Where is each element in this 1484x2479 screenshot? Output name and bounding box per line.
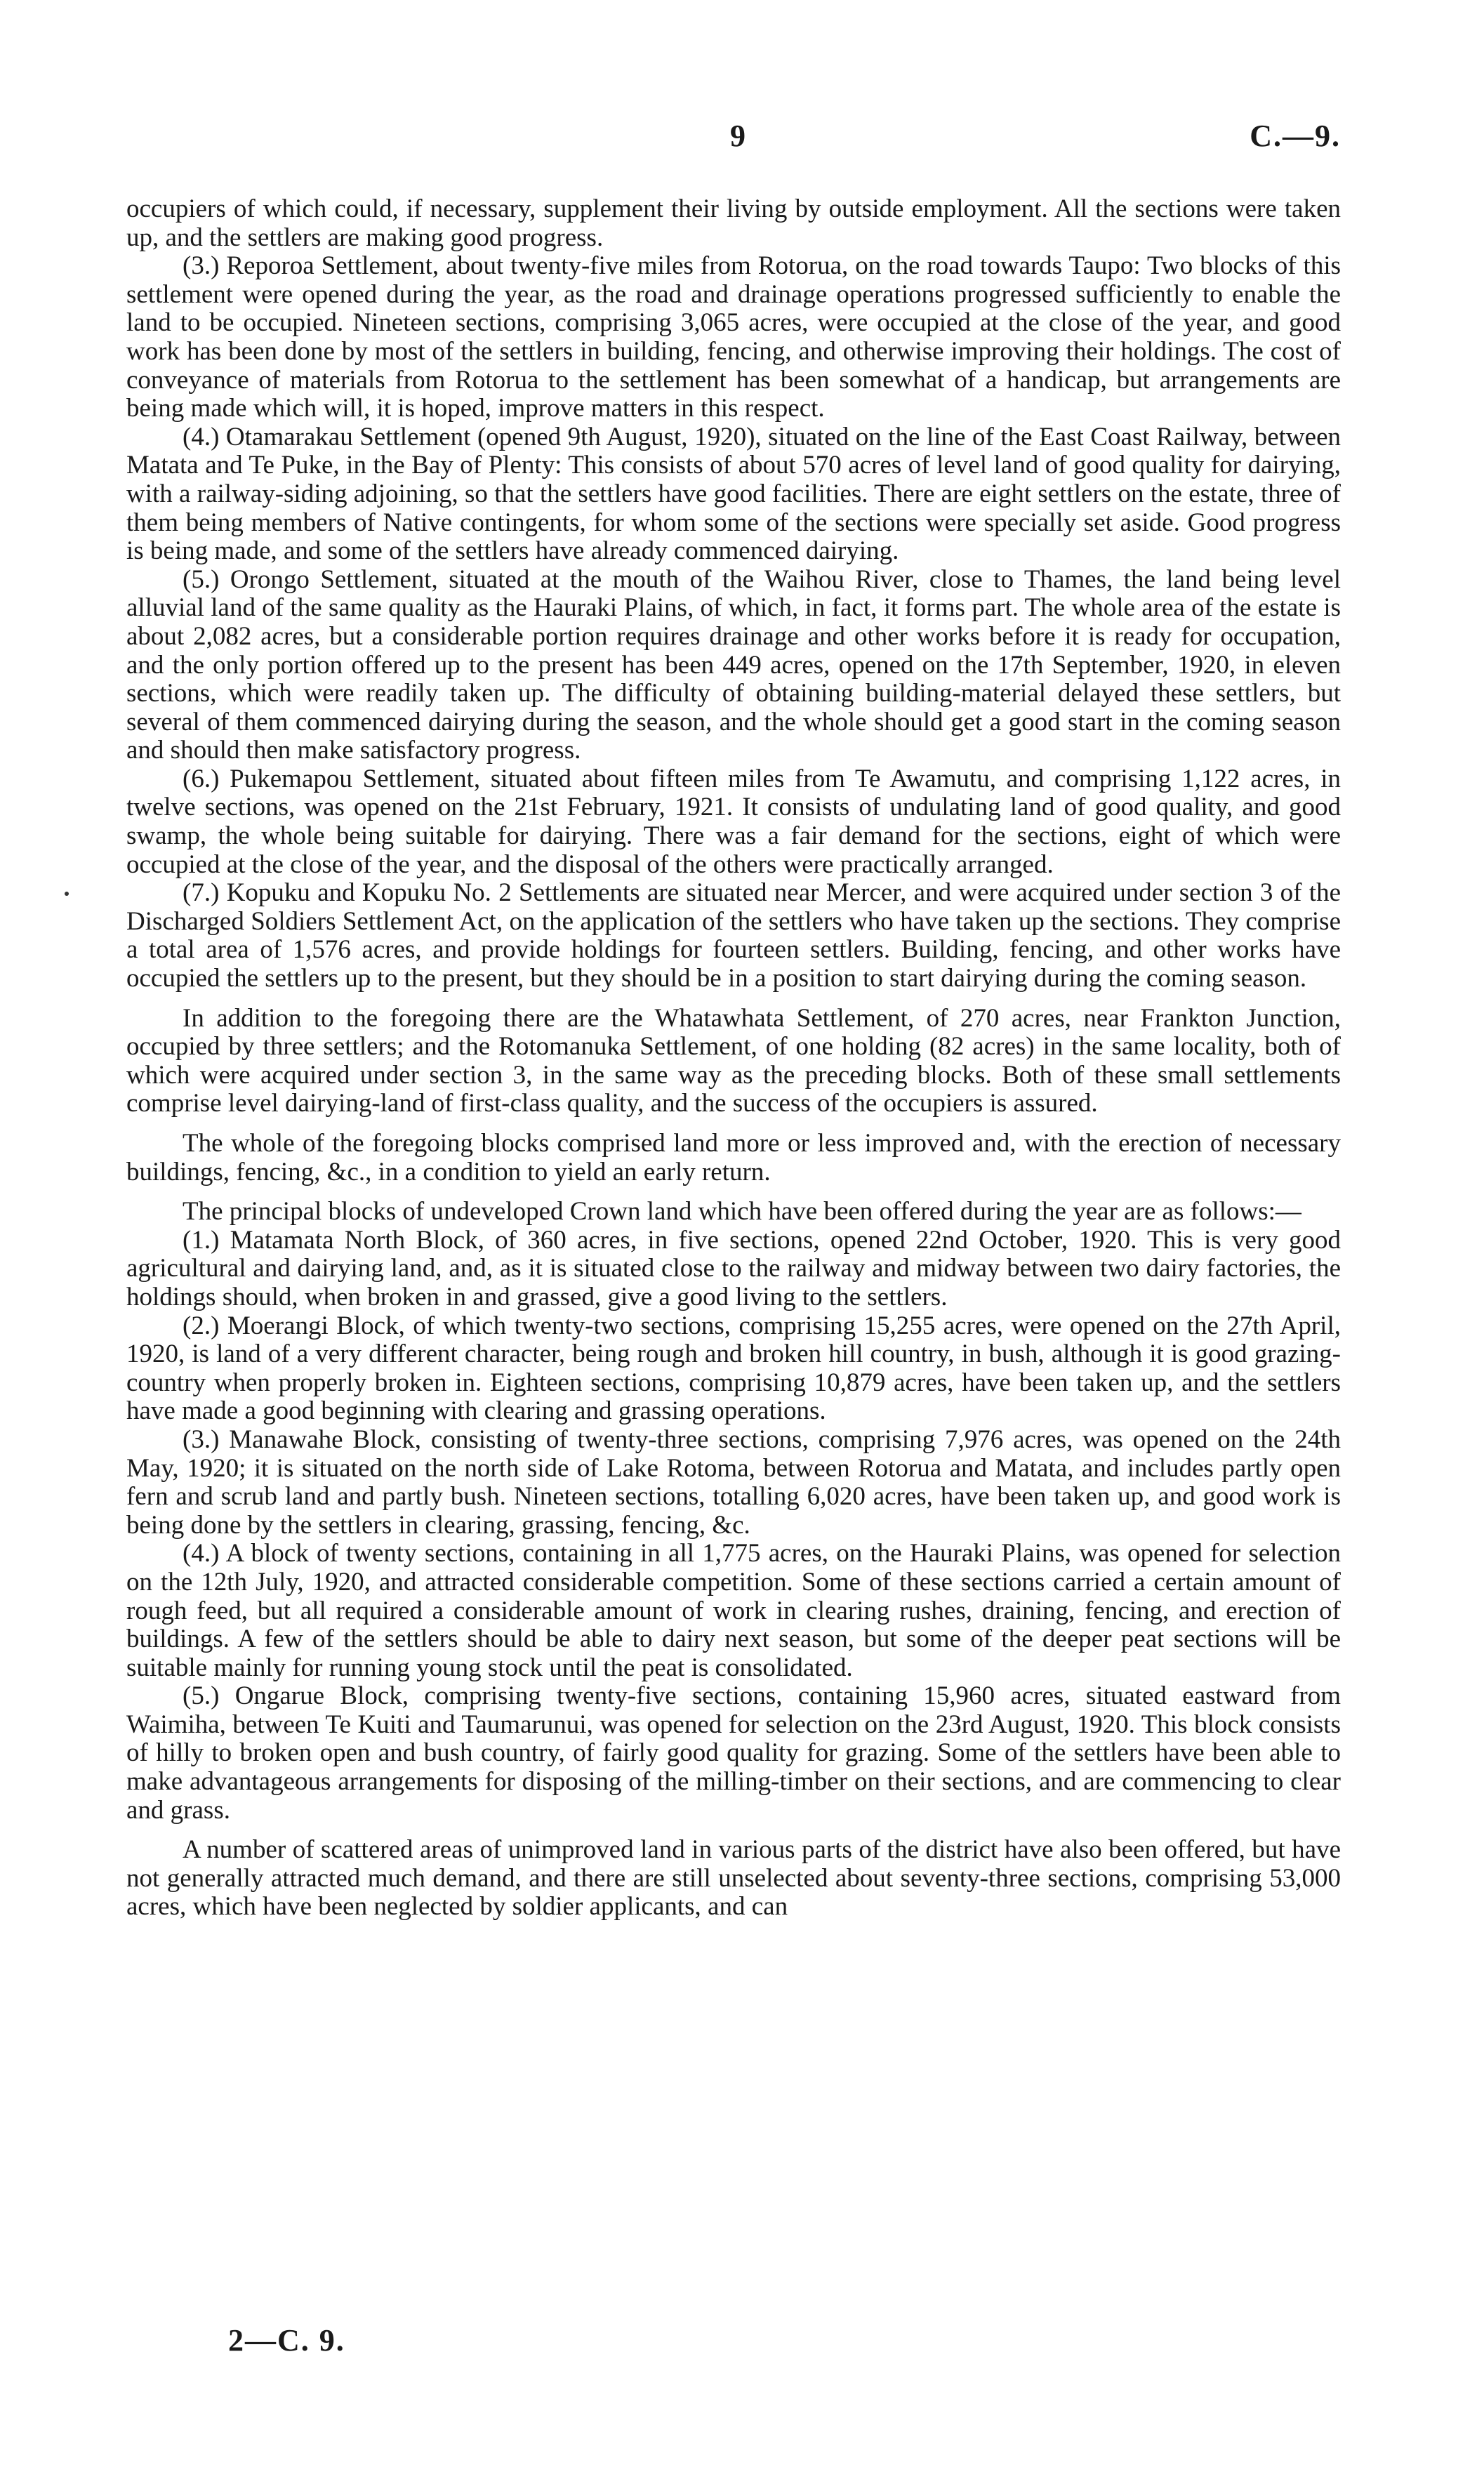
- paragraph-moerangi-block: (2.) Moerangi Block, of which twenty-two sections, comprising 15,255 acres, were opened on the 27th April, 1920, is land of a very different character, being rough and broken hill country, in bush, although it is good grazing-country when properly broken in. Eighteen sections, comprising 10,879 acres, have been taken up, and the settlers have made a good beginning with clearing and grassing operations.: [126, 1311, 1341, 1426]
- paragraph-orongo-settlement: (5.) Orongo Settlement, situated at the mouth of the Waihou River, close to Thames, the land being level alluvial land of the same quality as the Hauraki Plains, of which, in fact, it forms part. The whole area of the estate is about 2,082 acres, but a considerable portion requires drainage and other works before it is ready for occupation, and the only portion offered up to the present has been 449 acres, opened on the 17th September, 1920, in eleven sections, which were readily taken up. The difficulty of obtaining building-material delayed these settlers, but several of them commenced dairying during the season, and the whole should get a good start in the coming season and should then make satisfactory progress.: [126, 564, 1341, 765]
- paragraph-continuation: occupiers of which could, if necessary, supplement their living by outside employment. All the sections were taken up, and the settlers are making good progress.: [126, 194, 1341, 252]
- document-reference: C.—9.: [1250, 119, 1341, 153]
- paragraph-otamarakau-settlement: (4.) Otamarakau Settlement (opened 9th August, 1920), situated on the line of the East Coast Railway, between Matata and Te Puke, in the Bay of Plenty: This consists of about 570 acres of level land of good quality for dairying, with a railway-siding adjoining, so that the settlers have good facilities. There are eight settlers on the estate, three of them being members of Native contingents, for whom some of the sections were specially set aside. Good progress is being made, and some of the settlers have already commenced dairying.: [126, 422, 1341, 566]
- footer-signature: 2—C. 9.: [228, 2323, 345, 2358]
- paragraph-pukemapou-settlement: (6.) Pukemapou Settlement, situated about fifteen miles from Te Awamutu, and comprising 1,122 acres, in twelve sections, was opened on the 21st February, 1921. It consists of undulating land of good quality, and good swamp, the whole being suitable for dairying. There was a fair demand for the sections, eight of which were occupied at the close of the year, and the disposal of the others were practically arranged.: [126, 764, 1341, 879]
- paragraph-hauraki-plains-block: (4.) A block of twenty sections, containing in all 1,775 acres, on the Hauraki Plains, was opened for selection on the 12th July, 1920, and attracted considerable competition. Some of these sections carried a certain amount of rough feed, but all required a considerable amount of work in clearing rushes, draining, fencing, and erection of buildings. A few of the settlers should be able to dairy next season, but some of the deeper peat sections will be suitable mainly for running young stock until the peat is consolidated.: [126, 1539, 1341, 1682]
- paragraph-principal-blocks-intro: The principal blocks of undeveloped Crown land which have been offered during the year are as follows:—: [183, 1197, 1301, 1227]
- margin-mark: [65, 892, 69, 896]
- page-number: 9: [730, 119, 746, 153]
- paragraph-manawahe-block: (3.) Manawahe Block, consisting of twenty-three sections, comprising 7,976 acres, was opened on the 24th May, 1920; it is situated on the north side of Lake Rotoma, between Rotorua and Matata, and includes partly open fern and scrub land and partly bush. Nineteen sections, totalling 6,020 acres, have been taken up, and good work is being done by the settlers in clearing, grassing, fencing, &c.: [126, 1424, 1341, 1540]
- paragraph-ongarue-block: (5.) Ongarue Block, comprising twenty-five sections, containing 15,960 acres, situated eastward from Waimiha, between Te Kuiti and Taumarunui, was opened for selection on the 23rd August, 1920. This block consists of hilly to broken open and bush country, of fairly good quality for grazing. Some of the settlers have been able to make advantageous arrangements for disposing of the milling-timber on their sections, and are commencing to clear and grass.: [126, 1681, 1341, 1825]
- paragraph-kopuku-settlements: (7.) Kopuku and Kopuku No. 2 Settlements are situated near Mercer, and were acquired under section 3 of the Discharged Soldiers Settlement Act, on the application of the settlers who have taken up the sections. They comprise a total area of 1,576 acres, and provide holdings for fourteen settlers. Building, fencing, and other works have occupied the settlers up to the present, but they should be in a position to start dairying during the coming season.: [126, 878, 1341, 993]
- paragraph-matamata-north-block: (1.) Matamata North Block, of 360 acres, in five sections, opened 22nd October, 1920. This is very good agricultural and dairying land, and, as it is situated close to the railway and midway between two dairy factories, the holdings should, when broken in and grassed, give a good living to the settlers.: [126, 1225, 1341, 1311]
- page-header: [126, 118, 1341, 167]
- paragraph-whatawhata-rotomanuka: In addition to the foregoing there are the Whatawhata Settlement, of 270 acres, near Frankton Junction, occupied by three settlers; and the Rotomanuka Settlement, of one holding (82 acres) in the same locality, both of which were acquired under section 3, in the same way as the preceding blocks. Both of these small settlements comprise level dairying-land of first-class quality, and the success of the occupiers is assured.: [126, 1003, 1341, 1118]
- body-text: [126, 195, 1341, 1922]
- paragraph-reporoa-settlement: (3.) Reporoa Settlement, about twenty-five miles from Rotorua, on the road towards Taupo: Two blocks of this settlement were opened during the year, as the road and drainage operations progressed sufficiently to enable the land to be occupied. Nineteen sections, comprising 3,065 acres, were occupied at the close of the year, and good work has been done by most of the settlers in building, fencing, and otherwise improving their holdings. The cost of conveyance of materials from Rotorua to the settlement has been somewhat of a handicap, but arrangements are being made which will, it is hoped, improve matters in this respect.: [126, 251, 1341, 423]
- paragraph-foregoing-blocks: The whole of the foregoing blocks comprised land more or less improved and, with the erection of necessary buildings, fencing, &c., in a condition to yield an early return.: [126, 1129, 1341, 1186]
- paragraph-scattered-areas: A number of scattered areas of unimproved land in various parts of the district have also been offered, but have not generally attracted much demand, and there are still unselected about seventy-three sections, comprising 53,000 acres, which have been neglected by soldier applicants, and can: [126, 1835, 1341, 1922]
